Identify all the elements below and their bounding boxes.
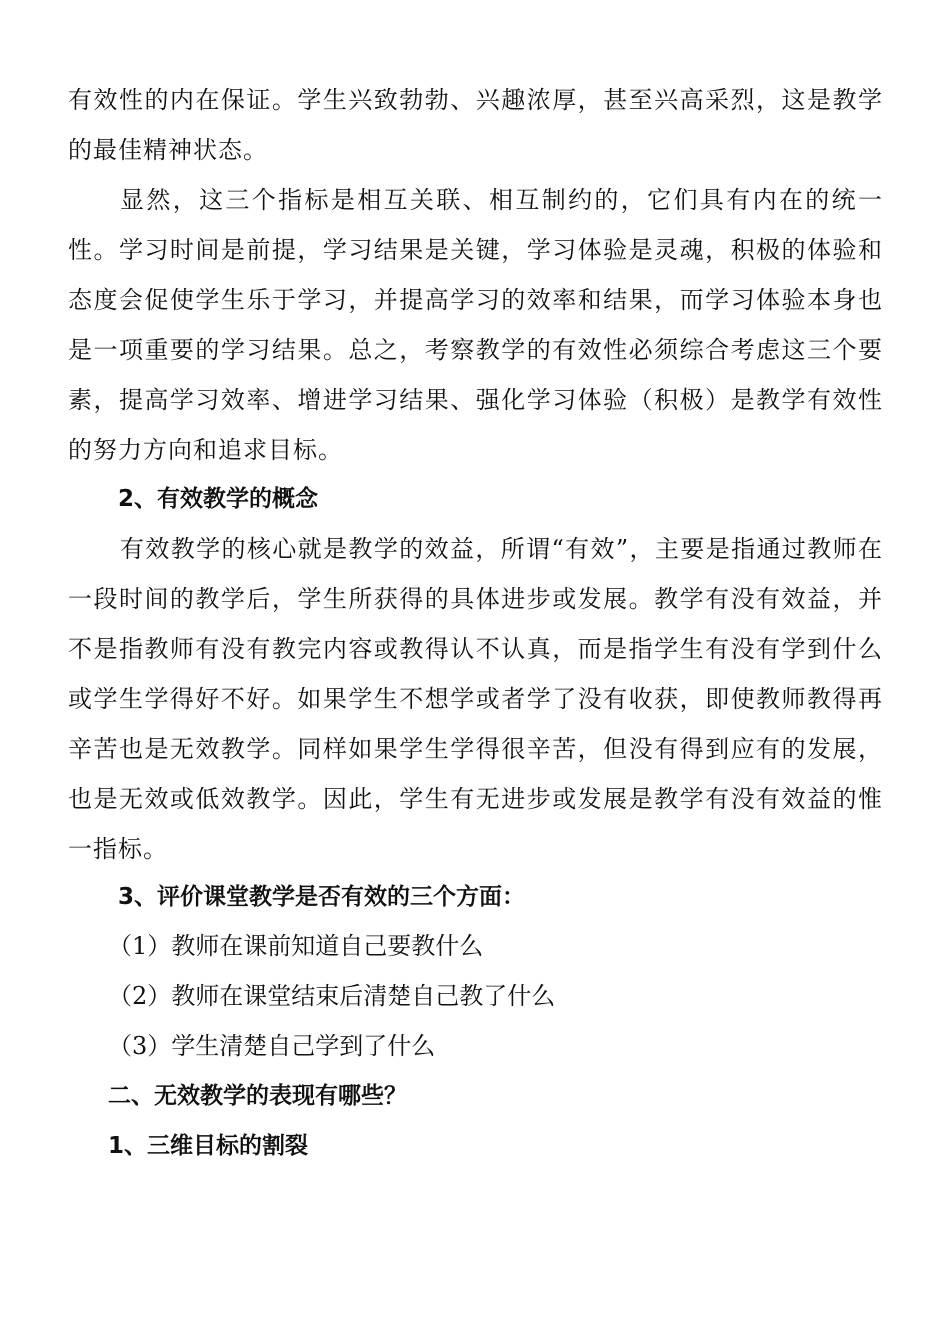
paragraph-concept: 有效教学的核心就是教学的效益，所谓“有效”，主要是指通过教师在一段时间的教学后，学生所获得的具体进步或发展。教学有没有效益，并不是指教师有没有教完内容或教得认不认真，而是指学生有没有学到什么或学生学得好不好。如果学生不想学或者学了没有收获，即使教师教得再辛苦也是无效教学。同样如果学生学得很辛苦，但没有得到应有的发展，也是无效或低效教学。因此，学生有无进步或发展是教学有没有效益的惟一指标。 <box>68 535 883 863</box>
paragraph-three-indicators: 显然，这三个指标是相互关联、相互制约的，它们具有内在的统一性。学习时间是前提，学习结果是关键，学习体验是灵魂，积极的体验和态度会促使学生乐于学习，并提高学习的效率和结果，而学习体验本身也是一项重要的学习结果。总之，考察教学的有效性必须综合考虑这三个要素，提高学习效率、增进学习结果、强化学习体验（积极）是教学有效性的努力方向和追求目标。 <box>68 186 883 464</box>
heading-ineffective-teaching: 二、无效教学的表现有哪些？ <box>108 1083 407 1109</box>
heading-three-dimensional-goals: 1、三维目标的割裂 <box>108 1133 309 1159</box>
paragraph-continuation: 有效性的内在保证。学生兴致勃勃、兴趣浓厚，甚至兴高采烈，这是教学的最佳精神状态。 <box>68 86 883 164</box>
heading-evaluation-aspects: 3、评价课堂教学是否有效的三个方面： <box>118 884 526 910</box>
list-item: （1）教师在课前知道自己要教什么 <box>108 932 484 960</box>
heading-effective-teaching-concept: 2、有效教学的概念 <box>118 486 319 512</box>
list-item: （3）学生清楚自己学到了什么 <box>108 1032 436 1060</box>
list-item: （2）教师在课堂结束后清楚自己教了什么 <box>108 982 556 1010</box>
